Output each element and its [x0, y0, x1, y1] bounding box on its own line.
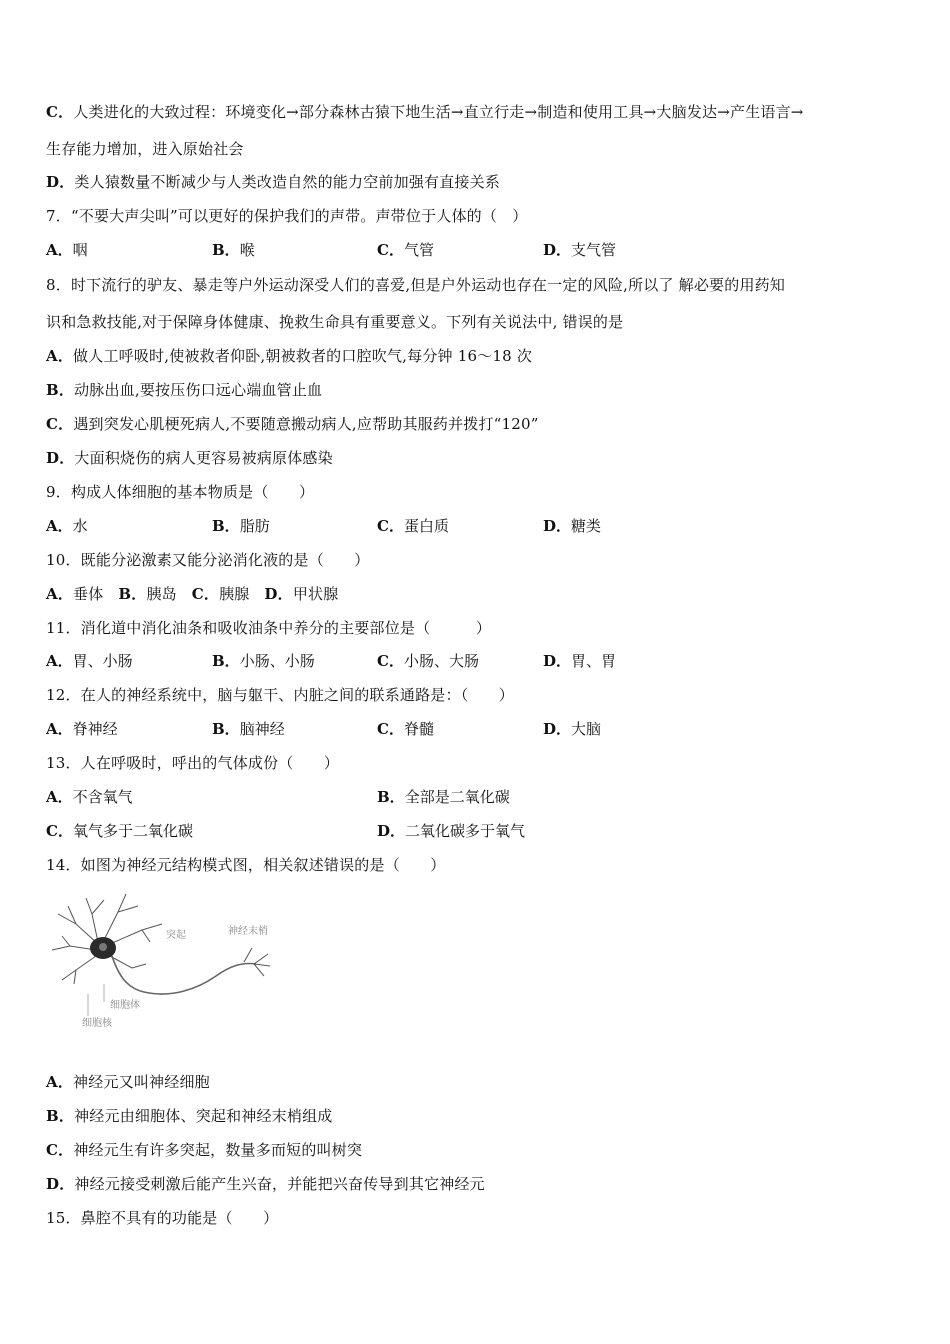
- option-text: 咽: [72, 241, 88, 259]
- option-text: 氧气多于二氧化碳: [72, 822, 193, 840]
- q13-stem: 13．人在呼吸时，呼出的气体成份（ ）: [46, 754, 340, 772]
- option-label: A．: [46, 585, 74, 603]
- option-text: 甲状腺: [292, 585, 339, 603]
- option-label: C．: [46, 1141, 74, 1159]
- q8-option-c: [46, 414, 539, 434]
- q7-option-a: [46, 240, 88, 260]
- option-label: C．: [377, 517, 404, 535]
- q8-stem: 8．时下流行的驴友、暴走等户外运动深受人们的喜爱,但是户外运动也存在一定的风险,所以了 解必要的用药知: [46, 276, 786, 294]
- option-label: A．: [46, 720, 73, 738]
- option-text: 小肠、大肠: [403, 652, 479, 670]
- label-tuqi: 突起: [166, 930, 186, 941]
- option-label: B．: [212, 241, 240, 259]
- option-label: A．: [46, 241, 73, 259]
- option-label: B．: [377, 788, 405, 806]
- q10-stem: 10．既能分泌激素又能分泌消化液的是（ ）: [46, 551, 370, 569]
- option-label: C．: [377, 720, 404, 738]
- axon: [112, 956, 256, 994]
- option-text: 胰腺: [219, 585, 250, 603]
- q8-option-b: [46, 380, 322, 400]
- option-label: B．: [212, 652, 240, 670]
- option-text: 脊神经: [72, 720, 118, 738]
- q8-option-a: [46, 346, 532, 366]
- option-text: 水: [72, 517, 88, 535]
- q13-option-d: [377, 821, 525, 841]
- option-label: A．: [46, 517, 73, 535]
- option-text: 胰岛: [146, 585, 177, 603]
- neuron-diagram: [46, 884, 278, 1034]
- q13-option-c: [46, 821, 193, 841]
- q12-option-d: [543, 719, 601, 739]
- option-label: D．: [46, 449, 75, 467]
- option-text: 全部是二氧化碳: [404, 788, 510, 806]
- option-label: C．: [377, 241, 404, 259]
- option-text: 支气管: [571, 241, 617, 259]
- option-label: D．: [264, 585, 293, 603]
- q12-option-b: [212, 719, 285, 739]
- q11-option-b: [212, 651, 315, 671]
- option-text: 喉: [239, 241, 255, 259]
- option-text: 做人工呼吸时,使被救者仰卧,朝被救者的口腔吹气,每分钟 16～18 次: [73, 347, 533, 365]
- label-cell-body: 细胞体: [110, 1000, 140, 1011]
- q6-option-c: [46, 102, 804, 122]
- q8-stem-continued: 识和急救技能,对于保障身体健康、挽救生命具有重要意义。下列有关说法中, 错误的是: [46, 313, 624, 331]
- nerve-endings: [244, 948, 270, 976]
- q7-option-d: [543, 240, 616, 260]
- q6-option-d: [46, 172, 500, 192]
- option-text: 大面积烧伤的病人更容易被病原体感染: [74, 449, 333, 467]
- q14-option-d: [46, 1174, 485, 1194]
- option-label: D．: [543, 652, 572, 670]
- option-text: 糖类: [571, 517, 602, 535]
- q12-option-a: [46, 719, 118, 739]
- q8-option-d: [46, 448, 333, 468]
- q9-stem: 9．构成人体细胞的基本物质是（ ）: [46, 483, 315, 501]
- leader-lines: [88, 984, 104, 1016]
- q11-option-c: [377, 651, 479, 671]
- q9-option-d: [543, 516, 601, 536]
- option-label: D．: [377, 822, 406, 840]
- q14-option-b: [46, 1106, 333, 1126]
- q15-stem: 15．鼻腔不具有的功能是（ ）: [46, 1209, 279, 1227]
- option-label: B．: [46, 381, 75, 399]
- option-label: A．: [46, 652, 73, 670]
- option-text: 脊髓: [403, 720, 434, 738]
- option-text: 类人猿数量不断减少与人类改造自然的能力空前加强有直接关系: [74, 173, 501, 191]
- q9-option-b: [212, 516, 270, 536]
- q14-option-a: [46, 1072, 210, 1092]
- label-nerve-ending: 神经末梢: [228, 926, 268, 937]
- option-label: C．: [46, 415, 74, 433]
- option-text: 动脉出血,要按压伤口远心端血管止血: [74, 381, 323, 399]
- q10-options: [46, 584, 338, 604]
- q13-option-a: [46, 787, 133, 807]
- option-text: 胃、胃: [571, 652, 617, 670]
- q14-stem: 14．如图为神经元结构模式图，相关叙述错误的是（ ）: [46, 856, 446, 874]
- q11-stem: 11．消化道中消化油条和吸收油条中养分的主要部位是（ ）: [46, 619, 492, 637]
- q9-option-c: [377, 516, 449, 536]
- option-text: 神经元接受刺激后能产生兴奋，并能把兴奋传导到其它神经元: [74, 1175, 485, 1193]
- option-label: D．: [543, 720, 572, 738]
- option-label: B．: [46, 1107, 75, 1125]
- q7-option-c: [377, 240, 434, 260]
- label-cell-nucleus: 细胞核: [82, 1018, 112, 1029]
- q7-stem: 7．“不要大声尖叫”可以更好的保护我们的声带。声带位于人体的（ ）: [46, 207, 528, 225]
- option-label: C．: [191, 585, 220, 603]
- option-text: 脑神经: [239, 720, 285, 738]
- q6-option-c-continued: 生存能力增加，进入原始社会: [46, 140, 244, 158]
- q13-option-b: [377, 787, 510, 807]
- option-label: C．: [377, 652, 404, 670]
- option-label: D．: [46, 1175, 75, 1193]
- option-label: A．: [46, 347, 74, 365]
- q14-option-c: [46, 1140, 362, 1160]
- option-text: 人类进化的大致过程：环境变化→部分森林古猿下地生活→直立行走→制造和使用工具→大脑发达→产生语言→: [73, 103, 804, 121]
- option-label: D．: [46, 173, 75, 191]
- option-text: 气管: [403, 241, 434, 259]
- option-label: A．: [46, 788, 73, 806]
- option-label: B．: [212, 720, 240, 738]
- neuron-diagram-svg: [46, 884, 278, 1034]
- option-label: D．: [543, 241, 572, 259]
- q7-option-b: [212, 240, 255, 260]
- option-text: 不含氧气: [72, 788, 133, 806]
- q11-option-d: [543, 651, 616, 671]
- option-text: 垂体: [73, 585, 104, 603]
- option-text: 蛋白质: [403, 517, 449, 535]
- option-label: C．: [46, 822, 73, 840]
- q12-stem: 12．在人的神经系统中，脑与躯干、内脏之间的联系通路是：（ ）: [46, 686, 514, 704]
- q9-option-a: [46, 516, 88, 536]
- option-label: D．: [543, 517, 572, 535]
- option-text: 大脑: [571, 720, 602, 738]
- cell-nucleus: [99, 943, 107, 951]
- option-label: B．: [118, 585, 147, 603]
- option-text: 二氧化碳多于氧气: [405, 822, 526, 840]
- option-text: 胃、小肠: [72, 652, 133, 670]
- option-text: 神经元又叫神经细胞: [73, 1073, 210, 1091]
- option-text: 小肠、小肠: [239, 652, 315, 670]
- option-label: B．: [212, 517, 240, 535]
- q11-option-a: [46, 651, 133, 671]
- option-label: A．: [46, 1073, 74, 1091]
- option-text: 神经元生有许多突起，数量多而短的叫树突: [73, 1141, 363, 1159]
- option-label: C．: [46, 103, 74, 121]
- q12-option-c: [377, 719, 434, 739]
- option-text: 脂肪: [239, 517, 270, 535]
- option-text: 神经元由细胞体、突起和神经末梢组成: [74, 1107, 333, 1125]
- option-text: 遇到突发心肌梗死病人,不要随意搬动病人,应帮助其服药并拨打“120”: [73, 415, 539, 433]
